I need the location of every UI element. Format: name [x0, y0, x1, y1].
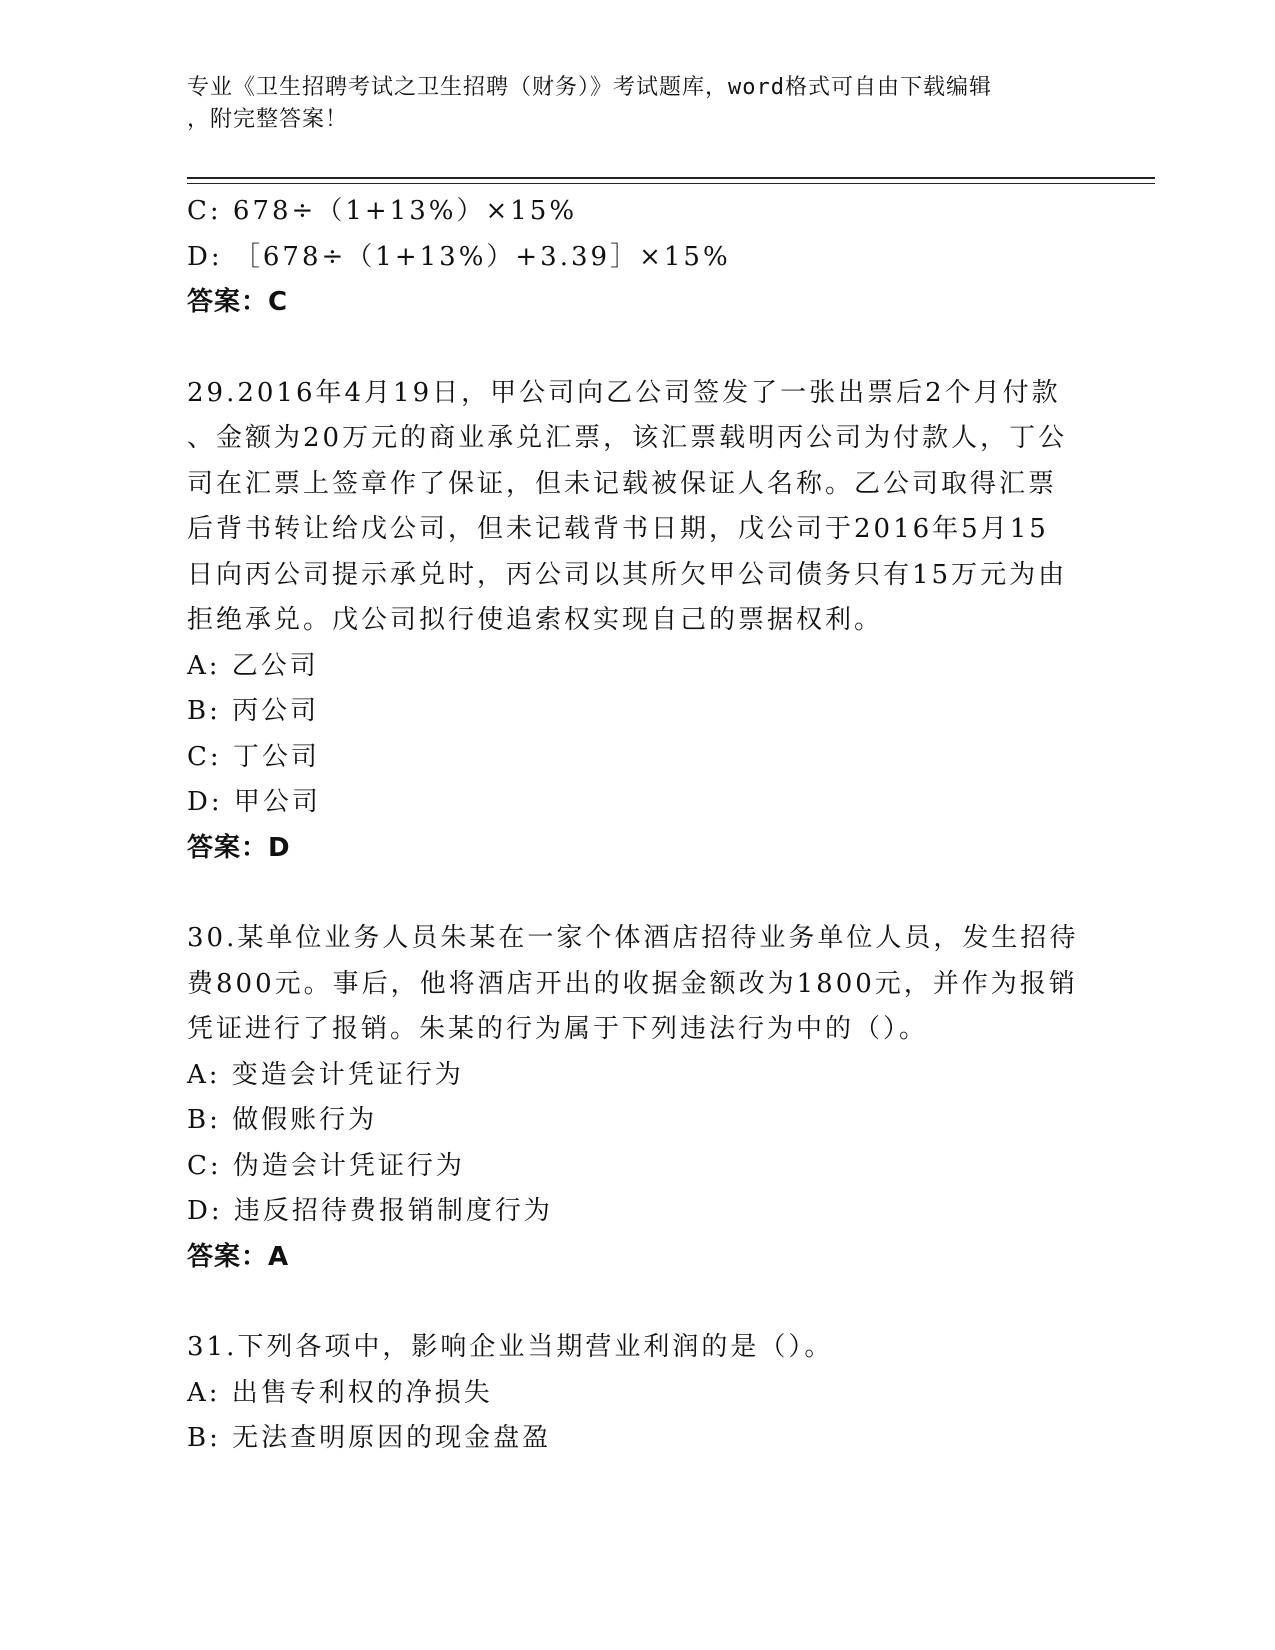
- option-b: B: 无法查明原因的现金盘盈: [187, 1423, 552, 1453]
- option-c: C: 伪造会计凭证行为: [187, 1150, 465, 1181]
- option-b: B: 丙公司: [187, 696, 320, 726]
- answer-label: 答案：D: [187, 832, 291, 863]
- header-rule-thick: [187, 177, 1155, 179]
- question-block-30: [187, 916, 1077, 1280]
- spacer: [187, 326, 1077, 371]
- question-stem-line: 日向丙公司提示承兑时，丙公司以其所欠甲公司债务只有15万元为由: [187, 559, 1068, 590]
- question-stem-line: 、金额为20万元的商业承兑汇票，该汇票载明丙公司为付款人，丁公: [187, 423, 1068, 453]
- option-d: D: ［678÷（1+13%）+3.39］×15%: [187, 241, 731, 272]
- answer-label: 答案：A: [187, 1241, 290, 1272]
- question-stem-line: 费800元。事后，他将酒店开出的收据金额改为1800元，并作为报销: [187, 968, 1078, 999]
- question-stem-line: 29.2016年4月19日，甲公司向乙公司签发了一张出票后2个月付款: [187, 377, 1061, 408]
- spacer: [187, 1280, 1077, 1325]
- question-block-31: [187, 1325, 1077, 1462]
- document-body: [187, 189, 1077, 1462]
- option-d: D: 违反招待费报销制度行为: [187, 1196, 553, 1226]
- document-header: [187, 72, 1077, 136]
- question-stem-line: 后背书转让给戊公司，但未记载背书日期，戊公司于2016年5月15: [187, 514, 1049, 544]
- option-a: A: 变造会计凭证行为: [187, 1059, 464, 1090]
- option-a: A: 出售专利权的净损失: [187, 1377, 493, 1408]
- option-b: B: 做假账行为: [187, 1105, 378, 1135]
- answer-label: 答案：C: [187, 287, 289, 317]
- option-c: C: 丁公司: [187, 741, 320, 772]
- header-rule-thin: [187, 183, 1155, 184]
- question-stem-line: 31.下列各项中，影响企业当期营业利润的是（）。: [187, 1332, 834, 1362]
- header-line-2: ，附完整答案！: [187, 107, 349, 132]
- question-stem-line: 拒绝承兑。戊公司拟行使追索权实现自己的票据权利。: [187, 605, 884, 635]
- question-block-29: [187, 371, 1077, 872]
- option-a: A: 乙公司: [187, 650, 319, 681]
- question-stem-line: 司在汇票上签章作了保证，但未记载被保证人名称。乙公司取得汇票: [187, 468, 1058, 499]
- question-block-prev: [187, 189, 1077, 326]
- question-stem-line: 凭证进行了报销。朱某的行为属于下列违法行为中的（）。: [187, 1014, 929, 1044]
- header-line-1: 专业《卫生招聘考试之卫生招聘（财务）》考试题库，word格式可自由下载编辑: [187, 75, 992, 100]
- spacer: [187, 871, 1077, 916]
- option-d: D: 甲公司: [187, 787, 321, 817]
- option-c: C: 678÷（1+13%）×15%: [187, 196, 578, 226]
- question-stem-line: 30.某单位业务人员朱某在一家个体酒店招待业务单位人员，发生招待: [187, 923, 1079, 953]
